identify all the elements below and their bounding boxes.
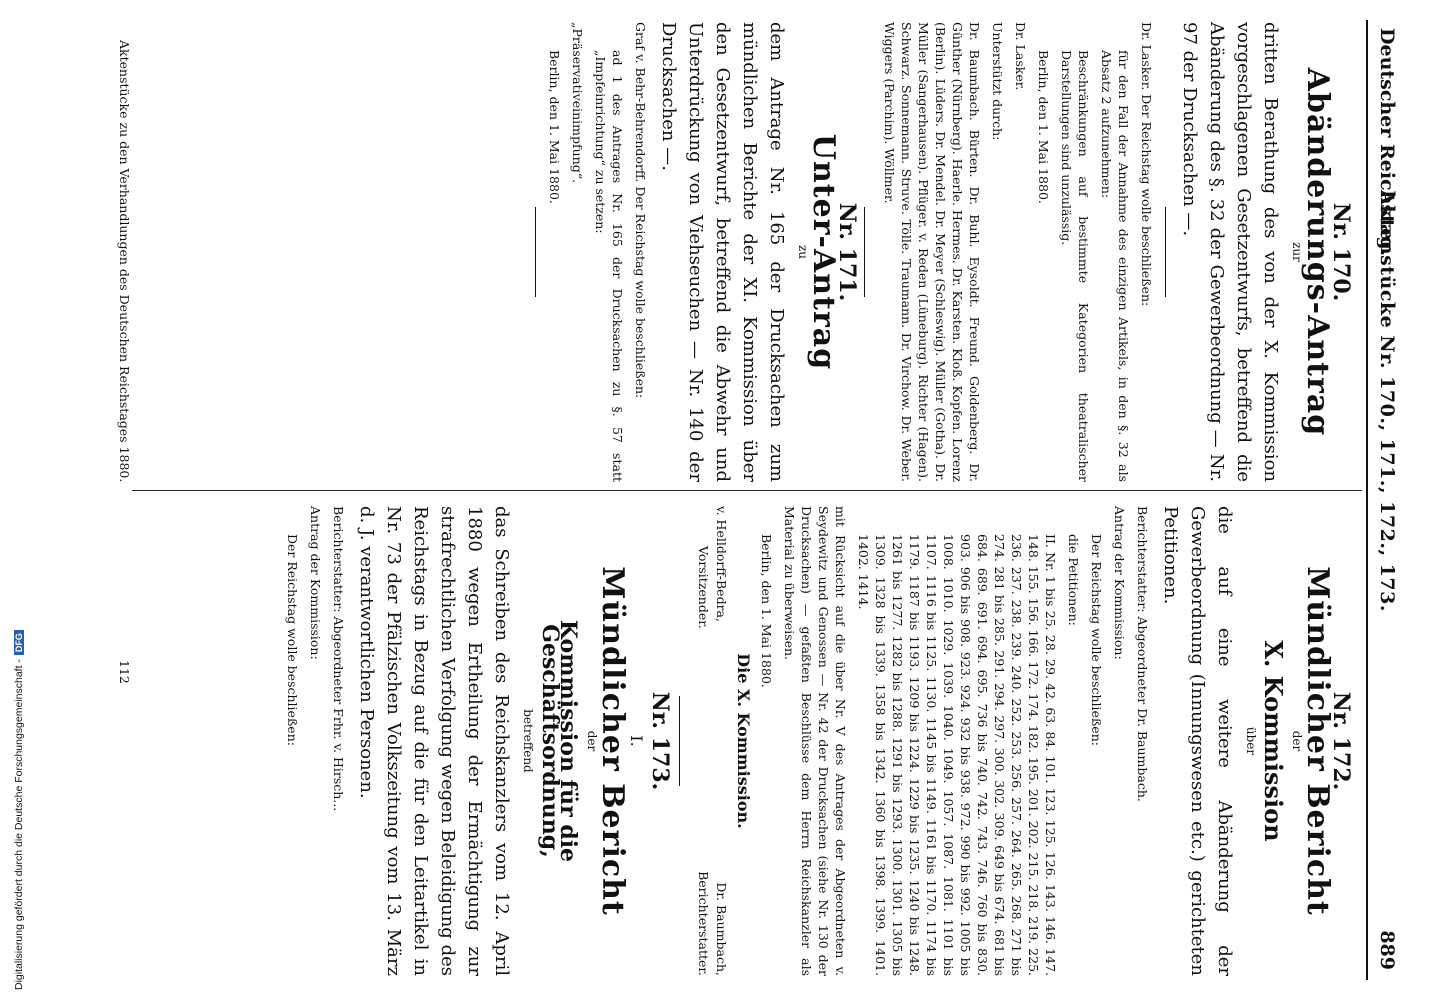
- commission-name: Kommission für die Geschäftsordnung,: [537, 619, 581, 863]
- motion-quote: „Präservativeinimpfung“.: [570, 22, 585, 184]
- digitization-text: Digitalisierung gefördert durch die Deutsche Forschungsgemeinschaft -: [13, 659, 25, 990]
- digitization-notice: [13, 630, 25, 990]
- signature: Dr. Lasker.: [1013, 22, 1028, 91]
- section-title: Mündlicher Bericht: [1300, 566, 1335, 916]
- motion: Der Reichstag wolle beschließen:: [1089, 534, 1104, 746]
- date: Berlin, den 1. Mai 1880.: [759, 534, 774, 688]
- section-number: Nr. 173.: [647, 691, 673, 791]
- running-header: [1368, 20, 1402, 980]
- left-column: [525, 22, 1356, 482]
- date: Berlin, den 1. Mai 1880.: [547, 50, 562, 204]
- header-left: Deutscher Reichstag.: [1376, 28, 1398, 257]
- section-body: dem Antrage Nr. 165 der Drucksachen zum mündlichen Berichte der XI. Kommission über den Gesetzentwurf, betreffend die Abwehr und Unterdrückung von Viehseuchen — Nr. 140 der Drucksachen —.: [658, 22, 787, 482]
- section-body: die auf eine weitere Abänderung der Gewerbeordnung (Innungswesen etc.) gerichteten Petitionen.: [1160, 506, 1235, 976]
- divider: [679, 696, 680, 786]
- right-column: [278, 506, 1356, 976]
- section-title: Mündlicher Bericht: [595, 566, 630, 916]
- divider: [864, 207, 865, 297]
- motion: Graf v. Behr-Behrendorff. Der Reichstag wolle beschließen:: [633, 22, 648, 399]
- rapporteur-name: Dr. Baumbach,: [714, 882, 729, 976]
- footer-left: Aktenstücke zu den Verhandlungen des Deutschen Reichstages 1880.: [117, 40, 132, 483]
- motion-rest: mit Rücksicht auf die über Nr. V des Antrages der Abgeordneten v. Seydewitz und Genossen — Nr. 42 der Drucksachen (siehe Nr. 130 der Drucksachen) — gefaßten Beschlüsse dem Herrn Reichskanzler als Material zu überweisen.: [782, 506, 848, 976]
- section-connector: der: [585, 730, 599, 752]
- motion-quote: Beschränkungen auf bestimmte Kategorien theatralischer Darstellungen sind unzulässig.: [1059, 50, 1091, 482]
- rapporteur-role: Berichterstatter.: [696, 871, 711, 976]
- petitions-label: die Petitionen:: [1066, 534, 1081, 626]
- divider: [1165, 207, 1166, 297]
- digitization-strip: [0, 0, 26, 1000]
- section-connector: der: [1290, 730, 1304, 752]
- section-connector: zu: [796, 244, 810, 260]
- supporters: Dr. Baumbach. Bürten. Dr. Buhl. Eysoldt. Freund. Goldenberg. Dr. Günther (Nürnberg). Haerle. Hermes. Dr. Karsten. Kloß. Kopfen. Lorenz (Berlin). Lüders. Dr. Mendel. Dr. Meyer (Schleswig). Müller (Gotha). Dr. Müller (Sangerhausen). Pflüger. v. Reden (Lüneburg). Richter (Hagen). Schwarz. Sonnemann. Struve. Tölle. Traumann. Dr. Virchow. Dr. Weber. Wiggers (Parchim). Wöllmer.: [882, 22, 982, 482]
- dfg-logo: DFG: [14, 630, 24, 655]
- motion: Dr. Lasker. Der Reichstag wolle beschließen:: [1139, 22, 1154, 307]
- motion-item: ad 1 des Antrages Nr. 165 der Drucksachen zu §. 57 statt „Impfeinrichtung“ zu setzen:: [593, 50, 625, 482]
- section-title: Unter-Antrag: [806, 133, 841, 371]
- section-connector: zur: [1290, 242, 1304, 262]
- section-number: Nr. 170.: [1328, 202, 1354, 302]
- commission-motion-label: Antrag der Kommission:: [1112, 506, 1127, 660]
- chair-name: v. Helldorff-Bedra,: [714, 506, 729, 622]
- date: Berlin, den 1. Mai 1880.: [1036, 50, 1051, 204]
- section-172: [690, 506, 1354, 976]
- header-rule: [1366, 20, 1368, 980]
- motion: Der Reichstag wolle beschließen:: [285, 534, 300, 746]
- motion-item: für den Fall der Annahme des einzigen Artikels, in den §. 32 als Absatz 2 aufzunehmen:: [1099, 50, 1131, 482]
- section-connector: betreffend: [521, 709, 535, 773]
- section-body: das Schreiben des Reichskanzlers vom 12. April 1880 wegen Ertheilung der Ermächtigung zur strafrechtlichen Verfolgung wegen Beleidigung des Reichstags in Bezug auf die für den Leitartikel in Nr. 73 der Pfälzischen Volkszeitung vom 13. März d. J. verantwortlichen Personen.: [356, 506, 512, 976]
- section-171: [535, 22, 860, 482]
- petitions-list: II. Nr. 1 bis 25. 28. 29. 42. 63. 84. 101. 123. 125. 126. 143. 146. 147. 148. 155. 156. 166. 172. 174. 182. 195. 201. 202. 215. 218. 219. 225. 236. 237. 238. 239. 240. 252. 253. 256. 257. 264. 265. 268. 271 bis 274. 281 bis 285. 291. 294. 297. 300. 302. 309. 649 bis 674. 681 bis 684. 689. 691. 694. 695. 736 bis 740. 742. 743. 746. 760 bis 830. 903. 906 bis 908. 923. 924. 932 bis 938. 972. 990 bis 992. 1005 bis 1008. 1010. 1029. 1039. 1040. 1049. 1057. 1087. 1081. 1101 bis 1107. 1116 bis 1125. 1130. 1145 bis 1149. 1161 bis 1170. 1174 bis 1179. 1187 bis 1193. 1209 bis 1224. 1229 bis 1235. 1240 bis 1248. 1261 bis 1277. 1282 bis 1288. 1291 bis 1293. 1300. 1301. 1305 bis 1309. 1328 bis 1339. 1358 bis 1342. 1360 bis 1398. 1399. 1401. 1402. 1414.: [856, 534, 1058, 976]
- footer-folio: 112: [117, 660, 132, 684]
- section-connector: über: [1244, 726, 1258, 756]
- section-roman: I.: [627, 735, 646, 747]
- section-number: Nr. 172.: [1328, 691, 1354, 791]
- section-173: [284, 506, 673, 976]
- support-label: Unterstützt durch:: [990, 22, 1005, 141]
- section-title: Abänderungs-Antrag: [1300, 67, 1335, 437]
- signatures: [690, 506, 730, 976]
- section-body: dritten Berathung des von der X. Kommission vorgeschlagenen Gesetzentwurfs, betreffend die Abänderung des §. 32 der Gewerbeordnung — Nr. 97 der Drucksachen —.: [1179, 22, 1281, 482]
- divider: [535, 207, 536, 297]
- page-number: 889: [1376, 930, 1398, 970]
- section-number: Nr. 171.: [834, 202, 860, 302]
- chair-role: Vorsitzender.: [696, 546, 711, 629]
- column-divider: [132, 490, 1362, 491]
- reporter: Berichterstatter: Abgeordneter Frhr. v. Hirsch...: [331, 506, 346, 812]
- section-170: [881, 22, 1354, 482]
- reporter: Berichterstatter: Abgeordneter Dr. Baumbach.: [1135, 506, 1150, 802]
- commission-name: X. Kommission: [1259, 640, 1288, 842]
- header-center: Aktenstücke Nr. 170., 171., 172., 173.: [1376, 190, 1398, 612]
- signing-body: Die X. Kommission.: [734, 653, 753, 829]
- commission-motion-label: Antrag der Kommission:: [308, 506, 323, 660]
